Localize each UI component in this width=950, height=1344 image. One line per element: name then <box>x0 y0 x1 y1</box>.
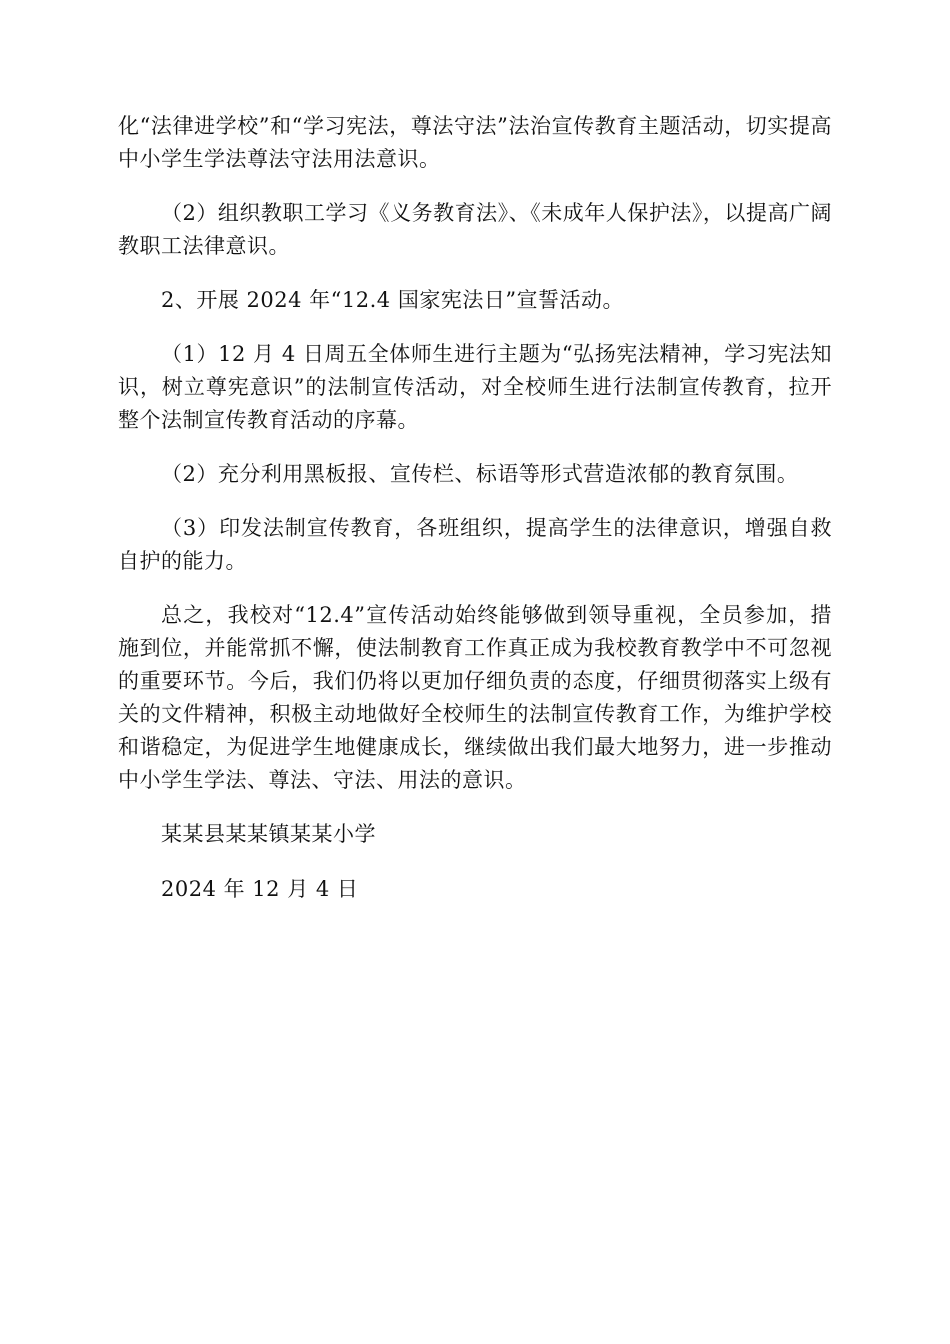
paragraph-item-3-distribution: （3）印发法制宣传教育，各班组织，提高学生的法律意识，增强自救自护的能力。 <box>118 516 832 573</box>
paragraph-item-2-blackboard: （2）充分利用黑板报、宣传栏、标语等形式营造浓郁的教育氛围。 <box>161 462 799 486</box>
paragraph-item-1-theme-activity: （1）12 月 4 日周五全体师生进行主题为“弘扬宪法精神，学习宪法知识，树立尊宪意识”的法制宣传活动，对全校师生进行法制宣传教育，拉开整个法制宣传教育活动的序幕。 <box>118 342 832 432</box>
signature-block <box>118 818 832 906</box>
paragraph-section-2-heading: 2、开展 2024 年“12.4 国家宪法日”宣誓活动。 <box>161 288 625 312</box>
paragraph-continuation: 化“法律进学校”和“学习宪法，尊法守法”法治宣传教育主题活动，切实提高中小学生学法尊法守法用法意识。 <box>118 114 832 171</box>
signature-organization: 某某县某某镇某某小学 <box>161 822 376 846</box>
signature-date: 2024 年 12 月 4 日 <box>161 877 359 901</box>
paragraph-item-2-staff-law-study: （2）组织教职工学习《义务教育法》、《未成年人保护法》，以提高广阔教职工法律意识。 <box>118 201 832 258</box>
paragraph-summary: 总之，我校对“12.4”宣传活动始终能够做到领导重视，全员参加，措施到位，并能常抓不懈，使法制教育工作真正成为我校教育教学中不可忽视的重要环节。今后，我们仍将以更加仔细负责的态度，仔细贯彻落实上级有关的文件精神，积极主动地做好全校师生的法制宣传教育工作，为维护学校和谐稳定，为促进学生地健康成长，继续做出我们最大地努力，进一步推动中小学生学法、尊法、守法、用法的意识。 <box>118 603 832 792</box>
